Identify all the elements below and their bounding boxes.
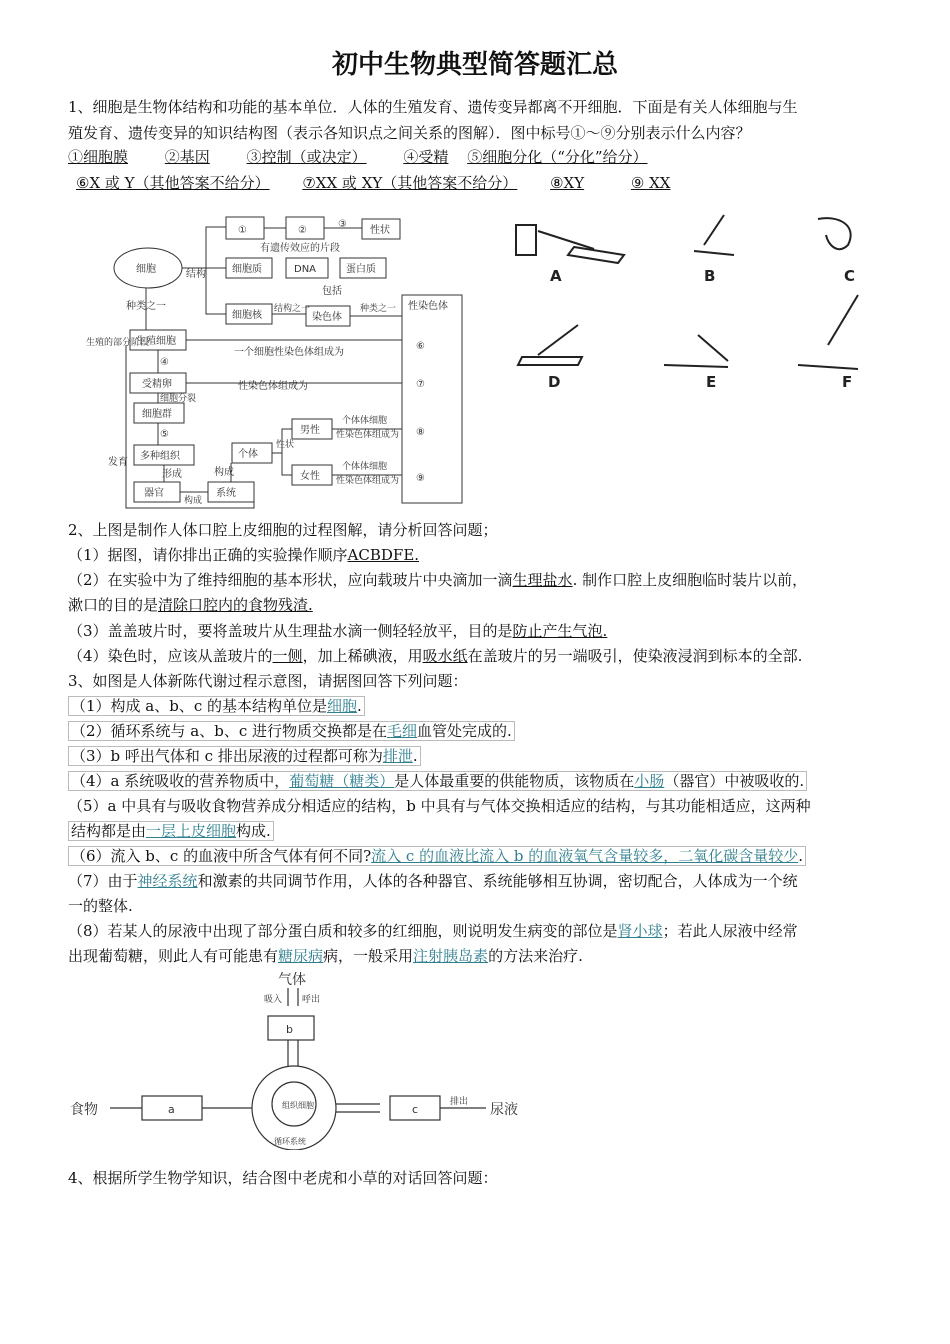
q3-s6-text: . <box>798 847 803 865</box>
nucleus-label: 细胞核 <box>232 310 262 321</box>
dna-label: DNA <box>294 264 317 275</box>
q3-s2-text: （2）循环系统与 a、b、c 进行物质交换都是在 <box>71 722 388 740</box>
step-label-b: B <box>704 267 716 285</box>
kind-one-label: 种类之一 <box>126 301 166 312</box>
circle-5: ⑤ <box>160 429 169 440</box>
zygote-label: 受精卵 <box>142 379 172 390</box>
form-label: 形成 <box>162 469 182 480</box>
q3-s8-line2 <box>68 946 583 966</box>
circle-9: ⑨ <box>416 473 425 484</box>
q2-s2 <box>68 570 807 590</box>
q3-s5-box <box>68 821 274 841</box>
q2-s1-answer: ACBDFE. <box>347 546 420 564</box>
circle-4: ④ <box>160 357 169 368</box>
c-label: c <box>412 1103 419 1116</box>
q3-s8-text: 病，一般采用 <box>323 947 414 965</box>
q3-s4-text: （4）a 系统吸收的营养物质中， <box>71 772 290 790</box>
develop-label: 发育 <box>108 457 128 468</box>
metabolism-diagram <box>70 970 550 1150</box>
q2-s1 <box>68 545 419 565</box>
q1-answer: ⑦XX 或 XY（其他答案不给分） <box>302 174 518 192</box>
q2-s4 <box>68 646 802 666</box>
struct-one-label: 结构之一 <box>274 304 311 314</box>
constitute-label: 构成 <box>184 496 203 506</box>
q3-s8-answer: 糖尿病 <box>278 947 324 965</box>
body-note-label: 性染色体组成为 <box>336 476 400 486</box>
slide-preparation-diagram <box>508 205 888 395</box>
q1-answer: ①细胞膜 <box>68 148 129 166</box>
individual-label: 个体 <box>238 449 258 460</box>
q3-s5-text: 结构都是由 <box>71 822 147 840</box>
q3-s5-line2 <box>68 821 274 841</box>
q2-s2-text: . 制作口腔上皮细胞临时装片以前， <box>572 571 808 589</box>
q3-s5-answer: 一层上皮细胞 <box>146 822 237 840</box>
q3-s4-box <box>68 771 807 791</box>
q3-s1 <box>68 696 365 716</box>
q3-s6-answer: 流入 c 的血液比流入 b 的血液氧气含量较多，二氧化碳含量较少 <box>371 847 799 865</box>
q3-s4-answer: 葡萄糖（糖类） <box>289 772 395 790</box>
q1-answer: ③控制（或决定） <box>246 148 367 166</box>
tissue-cells-label: 组织细胞 <box>282 1101 314 1110</box>
body-cell-label: 个体体细胞 <box>342 416 388 426</box>
inhale-label: 吸入 <box>264 995 283 1005</box>
q2-s2-line2 <box>68 595 313 615</box>
q3-s6-box <box>68 846 806 866</box>
q2-s2-text: （2）在实验中为了维持细胞的基本形状，应向载玻片中央滴加一滴 <box>68 571 513 589</box>
knowledge-structure-diagram <box>86 205 471 515</box>
q1-answers-row2 <box>76 173 670 193</box>
q3-s1-answer: 细胞 <box>327 697 358 715</box>
q1-answer: ④受精 <box>403 148 449 166</box>
step-label-c: C <box>844 267 856 285</box>
urine-label: 尿液 <box>490 1102 518 1118</box>
q2-s4-answer: 一侧 <box>272 647 303 665</box>
q3-intro: 3、如图是人体新陈代谢过程示意图，请据图回答下列问题： <box>68 672 468 690</box>
q2-s3-answer: 防止产生气泡. <box>512 622 608 640</box>
cytoplasm-label: 细胞质 <box>232 264 262 275</box>
page-title: 初中生物典型简答题汇总 <box>331 50 618 80</box>
q3-s5-line1: （5）a 中具有与吸收食物营养成分相适应的结构，b 中具有与气体交换相适应的结构，与其功能相适应，这两种 <box>68 797 811 815</box>
circle-2: ② <box>298 225 307 236</box>
sex-label: 性状 <box>276 440 295 450</box>
protein-label: 蛋白质 <box>346 264 376 275</box>
q1-answer: ⑤细胞分化（“分化”给分） <box>467 148 648 166</box>
organ-label: 器官 <box>144 488 164 499</box>
q3-s3-text: （3）b 呼出气体和 c 排出尿液的过程都可称为 <box>71 747 383 765</box>
q3-s4-text: （器官）中被吸收的. <box>664 772 805 790</box>
structure-label: 结构 <box>186 269 206 280</box>
q3-s8-answer: 注射胰岛素 <box>413 947 489 965</box>
q3-s8 <box>68 921 798 941</box>
gas-label: 气体 <box>278 972 306 988</box>
q3-s8-answer: 肾小球 <box>617 922 663 940</box>
q2-s3 <box>68 621 607 641</box>
zygote-note: 性染色体组成为 <box>238 381 308 392</box>
include-label: 包括 <box>322 286 342 297</box>
circle-6: ⑥ <box>416 341 425 352</box>
q1-answer: ⑥X 或 Y（其他答案不给分） <box>76 174 270 192</box>
q3-s2-answer: 毛细 <box>387 722 418 740</box>
constitute-label: 构成 <box>214 467 234 478</box>
q3-s1-text: （1）构成 a、b、c 的基本结构单位是 <box>71 697 328 715</box>
q2-s3-text: （3）盖盖玻片时，要将盖玻片从生理盐水滴一侧轻轻放平，目的是 <box>68 622 513 640</box>
step-label-d: D <box>548 373 561 391</box>
exhale-label: 呼出 <box>302 995 321 1005</box>
q1-line2: 殖发育、遗传变异的知识结构图（表示各知识点之间关系的图解）．图中标号①～⑨分别表示什么内容？ <box>68 124 751 142</box>
circle-3: ③ <box>338 219 347 230</box>
q3-s7-text: （7）由于 <box>68 872 138 890</box>
q3-s6-text: （6）流入 b、c 的血液中所含气体有何不同? <box>71 847 372 865</box>
tissues-label: 多种组织 <box>140 451 180 462</box>
chromosome-label: 染色体 <box>312 312 342 323</box>
system-label: 系统 <box>216 488 236 499</box>
q1-answers-row1 <box>68 147 648 167</box>
q3-s8-text: 的方法来治疗. <box>488 947 583 965</box>
a-label: a <box>168 1103 175 1116</box>
q2-s2-answer: 生理盐水 <box>512 571 573 589</box>
body-cell-label: 个体体细胞 <box>342 462 388 472</box>
q4-intro: 4、根据所学生物学知识，结合图中老虎和小草的对话回答问题： <box>68 1169 498 1187</box>
q2-s2-text: 漱口的目的是 <box>68 596 159 614</box>
beaker-icon <box>516 225 536 255</box>
circle-1: ① <box>238 225 247 236</box>
cell-label: 细胞 <box>136 264 156 275</box>
q2-s4-answer: 吸水纸 <box>422 647 468 665</box>
q3-s8-text: ；若此人尿液中经常 <box>662 922 798 940</box>
q1-answer: ⑨ XX <box>630 174 671 192</box>
circulation-label: 循环系统 <box>274 1137 306 1146</box>
q3-s7-line2: 一的整体. <box>68 897 133 915</box>
q3-s7-text: 和激素的共同调节作用，人体的各种器官、系统能够相互协调，密切配合，人体成为一个统 <box>197 872 798 890</box>
q3-s3 <box>68 746 421 766</box>
q3-s7-answer: 神经系统 <box>137 872 198 890</box>
q3-s4 <box>68 771 807 791</box>
q2-s4-text: ，加上稀碘液，用 <box>302 647 423 665</box>
discharge-label: 排出 <box>450 1097 469 1107</box>
q3-s4-text: 是人体最重要的供能物质，该物质在 <box>394 772 635 790</box>
slide-icon <box>568 247 624 263</box>
sex-chromosome-label: 性染色体 <box>408 301 448 312</box>
trait-label: 性状 <box>370 225 390 236</box>
circle-7: ⑦ <box>416 379 425 390</box>
q3-s2 <box>68 721 515 741</box>
q2-s1-text: （1）据图，请你排出正确的实验操作顺序 <box>68 546 348 564</box>
division-label: 细胞分裂 <box>160 394 197 404</box>
q3-s3-answer: 排泄 <box>382 747 413 765</box>
germ-note: 一个细胞性染色体组成为 <box>234 347 344 358</box>
q3-s2-box <box>68 721 515 741</box>
step-label-a: A <box>550 267 562 285</box>
step-label-f: F <box>842 373 853 391</box>
female-label: 女性 <box>300 471 320 482</box>
q2-intro: 2、上图是制作人体口腔上皮细胞的过程图解，请分析回答问题； <box>68 521 498 539</box>
q3-s2-text: 血管处完成的. <box>417 722 512 740</box>
q3-s8-text: （8）若某人的尿液中出现了部分蛋白质和较多的红细胞，则说明发生病变的部位是 <box>68 922 618 940</box>
q3-s6 <box>68 846 806 866</box>
body-note-label: 性染色体组成为 <box>336 430 400 440</box>
q1-answer: ⑧XY <box>550 174 585 192</box>
circle-8: ⑧ <box>416 427 425 438</box>
q3-s5-text: 构成. <box>236 822 271 840</box>
b-label: b <box>286 1023 293 1036</box>
q3-s7 <box>68 871 798 891</box>
step-label-e: E <box>706 373 717 391</box>
q2-s4-text: 在盖玻片的另一端吸引，使染液浸润到标本的全部. <box>467 647 803 665</box>
q2-s4-text: （4）染色时，应该从盖玻片的 <box>68 647 273 665</box>
q3-s1-text: . <box>357 697 362 715</box>
q3-s1-box <box>68 696 365 716</box>
repro-stage-label: 生殖的部分阶段 <box>86 338 150 348</box>
q3-s8-text: 出现葡萄糖，则此人有可能患有 <box>68 947 279 965</box>
food-label: 食物 <box>70 1102 98 1118</box>
male-label: 男性 <box>300 425 320 436</box>
germ-cell-label: 生殖细胞 <box>136 336 176 347</box>
type-one-label: 种类之一 <box>360 304 397 314</box>
q3-s3-box <box>68 746 421 766</box>
cell-group-label: 细胞群 <box>142 409 172 420</box>
q1-answer: ②基因 <box>164 148 210 166</box>
q1-line1: 1、细胞是生物体结构和功能的基本单位．人体的生殖发育、遗传变异都离不开细胞．下面是有关人体细胞与生 <box>68 98 798 116</box>
q3-s3-text: . <box>412 747 418 765</box>
q3-s4-answer: 小肠 <box>634 772 665 790</box>
gene-segment-label: 有遗传效应的片段 <box>260 243 340 254</box>
q2-s2-answer: 清除口腔内的食物残渣. <box>158 596 313 614</box>
